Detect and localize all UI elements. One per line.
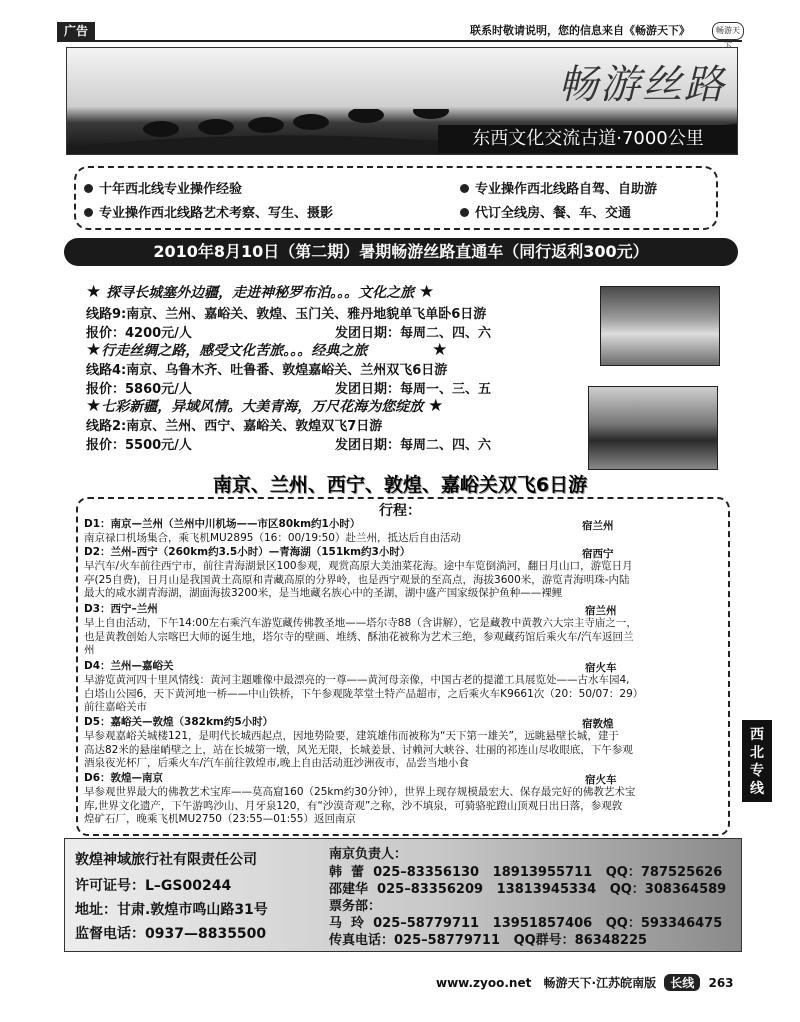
banner-frame <box>66 47 738 155</box>
body-line: 亭(25自费)，日月山是我国黄土高原和青藏高原的分界岭，也是西宁观景的至高点，海拔3600米，游览青海明珠-内陆 <box>84 573 630 586</box>
contact-row: 韩 蕾 025–83356130 18913955711 QQ：787525626 <box>329 865 723 880</box>
route-dates: 发团日期：每周二、四、六 <box>335 438 492 453</box>
license-number: 许可证号：L–GS00244 <box>75 878 232 894</box>
body-line: 早汽车/火车前往西宁市，前往青海湖景区100参观，观赏高原大美油菜花海。途中车览倒淌河，翻日月山口，游览日月 <box>84 560 633 572</box>
camel-photo <box>600 286 720 366</box>
top-rule <box>57 40 742 42</box>
banner-title: 畅游丝路 <box>558 62 726 108</box>
route-price: 报价：5860元/人 <box>86 382 192 397</box>
feature-item <box>460 178 657 197</box>
route-line: 线路9:南京、兰州、嘉峪关、敦煌、玉门关、雅丹地貌单飞单卧6日游 <box>86 307 487 322</box>
day-body <box>84 674 724 715</box>
day-heading-text: D6：敦煌—南京 <box>84 772 164 784</box>
footer-tag: 长线 <box>664 974 700 991</box>
route-price: 报价：5500元/人 <box>86 438 192 453</box>
magazine-logo: 畅游天 <box>712 22 744 40</box>
page-footer <box>436 974 734 991</box>
day-heading <box>84 603 724 617</box>
body-line: 前往嘉峪关市 <box>84 701 147 713</box>
contact-panel <box>64 838 742 952</box>
day-body <box>84 617 724 658</box>
day-heading-text: D4：兰州—嘉峪关 <box>84 660 174 672</box>
body-line: 也是黄教创始人宗喀巴大师的诞生地，塔尔寺的壁画、堆绣、酥油花被称为艺术三绝，参观藏药馆后乘火车/汽车返回兰 <box>84 630 634 643</box>
bullet-icon <box>84 184 93 193</box>
star-icon: ★ <box>419 282 435 302</box>
feature-item <box>84 178 242 197</box>
star-icon: ★ <box>428 396 444 416</box>
feature-text: 专业操作西北线路艺术考察、写生、摄影 <box>99 206 334 221</box>
body-line: 早参观嘉峪关城楼121，是明代长城西起点，因地势险要，建筑雄伟而被称为“天下第一雄关”，远眺悬壁长城，建于 <box>84 730 619 742</box>
star-icon: ★ <box>86 282 102 302</box>
company-address: 地址：甘肃.敦煌市鸣山路31号 <box>75 902 268 918</box>
ad-label: 广告 <box>57 22 95 40</box>
tour-title: 南京、兰州、西宁、敦煌、嘉峪关双飞6日游 <box>212 474 588 496</box>
section-tab <box>742 720 772 802</box>
fax-row: 传真电话：025–58779711 QQ群号：86348225 <box>329 933 648 948</box>
route-line: 线路4:南京、乌鲁木齐、吐鲁番、敦煌嘉峪关、兰州双飞6日游 <box>86 363 448 378</box>
nanjing-contact-title: 南京负责人： <box>329 847 408 862</box>
route-price: 报价：4200元/人 <box>86 326 192 341</box>
day-heading <box>84 716 724 730</box>
body-line: 最大的咸水湖青海湖，湖面海拔3200米，是当地藏名族心中的圣湖，湖中盛产国家级保护鱼种——裸鲤 <box>84 587 563 599</box>
feature-text: 十年西北线专业操作经验 <box>99 182 243 197</box>
route-headline-text: 七彩新疆，异域风情。大美青海，万尺花海为您绽放 <box>101 399 424 415</box>
bullet-icon <box>460 184 469 193</box>
day-stay: 宿兰州 <box>585 605 617 617</box>
body-line: 早上自由活动，下午14:00左右乘汽车游览藏传佛教圣地——塔尔寺88（含讲解），它是藏教中黄教六大宗主寺庙之一， <box>84 617 637 629</box>
route-dates: 发团日期：每周二、四、六 <box>335 326 492 341</box>
route-line: 线路2:南京、兰州、西宁、嘉峪关、敦煌双飞7日游 <box>86 419 383 434</box>
route-headline <box>86 282 434 302</box>
header-note: 联系时敬请说明，您的信息来自《畅游天下》 <box>470 24 690 37</box>
route-dates: 发团日期：每周一、三、五 <box>335 382 492 397</box>
body-line: 白塔山公园6，天下黄河地一桥——中山铁桥，下午参观陇萃堂土特产品超市，之后乘火车K9661次（20：50/07：29） <box>84 687 644 700</box>
day-body <box>84 560 724 601</box>
features-box <box>74 166 718 230</box>
bullet-icon <box>84 208 93 217</box>
banner-subtitle: 东西文化交流古道·7000公里 <box>438 125 738 153</box>
star-icon: ★ <box>86 396 102 416</box>
day-heading-text: D3：西宁–兰州 <box>84 603 158 615</box>
feature-text: 代订全线房、餐、车、交通 <box>475 206 632 221</box>
period-banner: 2010年8月10日（第二期）暑期畅游丝路直通车（同行返利300元） <box>64 238 738 266</box>
feature-item <box>84 202 333 221</box>
body-line: 酒泉夜光杯厂，后乘火车/汽车前往敦煌市,晚上自由活动逛沙洲夜市，品尝当地小食 <box>84 757 469 769</box>
route-headline <box>86 396 443 416</box>
contact-row: 邵建华 025–83356209 13813945334 QQ：308364589 <box>329 882 727 897</box>
contact-row: 马 玲 025–58779711 13951857406 QQ：593346475 <box>329 916 723 931</box>
company-name: 敦煌神域旅行社有限责任公司 <box>75 852 257 868</box>
bullet-icon <box>460 208 469 217</box>
ticket-dept-title: 票务部： <box>329 899 382 914</box>
route-headline-text: 探寻长城塞外边疆，走进神秘罗布泊。。。文化之旅 <box>106 285 415 301</box>
star-icon: ★ <box>86 340 102 360</box>
footer-edition: 畅游天下·江苏皖南版 <box>543 976 657 990</box>
body-line: 早参观世界最大的佛教艺术宝库——莫高窟160（25km约30分钟），世界上现存规模最宏大、保存最完好的佛教艺术宝 <box>84 786 636 798</box>
body-line: 高达82米的悬崖峭壁之上，站在长城第一墩，风光无限，长城姜景、讨赖河大峡谷、壮丽的祁连山尽收眼底，下午参观 <box>84 743 633 756</box>
day-heading-text: D1：南京—兰州（兰州中川机场——市区80km约1小时） <box>84 518 361 530</box>
body-line: 煌矿石厂，晚乘飞机MU2750（23:55—01:55）返回南京 <box>84 813 356 825</box>
page-number: 263 <box>708 976 734 990</box>
day-stay: 宿兰州 <box>582 520 614 532</box>
day-heading <box>84 660 724 674</box>
body-line: 南京禄口机场集合，乘飞机MU2895（16：00/19:50）赴兰州，抵达后自由活动 <box>84 532 461 544</box>
day-body <box>84 532 724 546</box>
day-stay: 宿火车 <box>585 774 617 786</box>
lake-temple-photo <box>588 386 718 470</box>
feature-item <box>460 202 631 221</box>
day-heading <box>84 518 724 532</box>
body-line: 州 <box>84 644 95 656</box>
day-stay: 宿火车 <box>585 662 617 674</box>
itinerary-title: 行程： <box>379 503 421 519</box>
route-headline <box>86 340 447 360</box>
section-tab-text: 西北专线 <box>750 727 764 797</box>
body-line: 库,世界文化遗产，下午游鸣沙山、月牙泉120，有“沙漠奇观”之称，沙不填泉，可骑骆驼蹬山顶观日出日落，参观敦 <box>84 799 623 812</box>
day-heading-text: D5：嘉峪关—敦煌（382km约5小时） <box>84 716 274 728</box>
body-line: 早游览黄河四十里风情线：黄河主题雕像中最漂亮的一尊——黄河母亲像，中国古老的提灌工具展览处——古水车园4, <box>84 674 630 686</box>
star-icon: ★ <box>432 340 448 360</box>
supervise-phone: 监督电话：0937—8835500 <box>75 926 267 942</box>
day-body <box>84 786 724 827</box>
feature-text: 专业操作西北线路自驾、自助游 <box>475 182 658 197</box>
day-heading <box>84 546 724 560</box>
route-headline-text: 行走丝绸之路，感受文化苦旅。。。经典之旅 <box>101 343 368 359</box>
day-heading-text: D2：兰州–西宁（260km约3.5小时）—青海湖（151km约3小时） <box>84 546 411 558</box>
day-body <box>84 730 724 771</box>
day-stay: 宿敦煌 <box>582 718 614 730</box>
day-heading <box>84 772 724 786</box>
footer-url[interactable]: www.zyoo.net <box>436 976 532 990</box>
day-stay: 宿西宁 <box>582 548 614 560</box>
